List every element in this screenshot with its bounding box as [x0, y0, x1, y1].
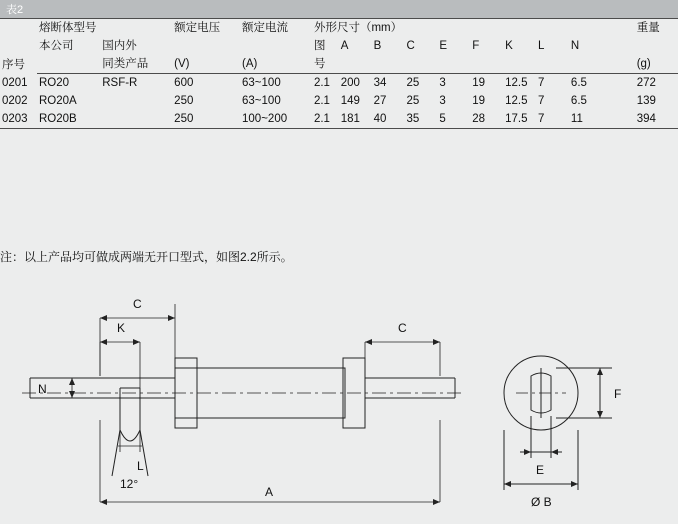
th-dim-K-unit	[503, 55, 536, 74]
th-weight: 重量	[635, 19, 678, 38]
cell-volt: 600	[174, 77, 194, 89]
note-text: 注：以上产品均可做成两端无开口型式，如图2.2所示。	[0, 250, 293, 264]
th-dim-B-unit	[372, 55, 405, 74]
cell-amp: 63~100	[242, 77, 281, 89]
th-unit-v: (V)	[172, 55, 240, 74]
header-row-3	[0, 55, 678, 74]
cell-C: 25	[406, 95, 420, 107]
cell-A: 149	[340, 95, 360, 107]
cell-L: 7	[538, 77, 545, 89]
cell-spacer	[602, 110, 635, 129]
label-N: N	[38, 382, 47, 396]
th-unit-g: (g)	[635, 55, 678, 74]
th-model-company: 本公司	[39, 40, 74, 52]
cell-B: 34	[373, 77, 387, 89]
th-current: 额定电流	[240, 19, 312, 38]
th-dim-E: E	[439, 40, 448, 52]
th-dim-E-unit	[437, 55, 470, 74]
th-voltage: 额定电压	[172, 19, 240, 38]
cell-amp: 63~100	[242, 95, 281, 107]
th-dim-L-unit	[536, 55, 569, 74]
th-dim-A: A	[340, 40, 349, 52]
cell-B: 27	[373, 95, 387, 107]
cell-C: 25	[406, 77, 420, 89]
th-dim-spacer-2	[602, 55, 635, 74]
cell-model-b	[100, 110, 172, 129]
label-C-top: C	[133, 297, 142, 311]
th-model-blank	[100, 19, 172, 38]
th-model-similar: 同类产品	[100, 55, 172, 74]
cell-model-b: RSF-R	[102, 77, 138, 89]
cell-E: 3	[439, 95, 446, 107]
cell-N: 6.5	[570, 95, 587, 107]
th-fig-2: 号	[312, 55, 339, 74]
cell-fig: 2.1	[312, 110, 339, 129]
cell-weight: 272	[636, 77, 656, 89]
table-row	[0, 92, 678, 110]
cell-F: 19	[472, 77, 486, 89]
label-K: K	[117, 321, 126, 335]
th-current-blank	[240, 37, 312, 55]
cell-N: 6.5	[570, 77, 587, 89]
fuse-drawing	[0, 280, 678, 524]
cell-model-a: RO20B	[37, 110, 100, 129]
cell-model-a: RO20A	[39, 95, 77, 107]
cell-E: 3	[439, 77, 446, 89]
cell-model-b	[100, 92, 172, 110]
th-model-company-blank	[37, 55, 100, 74]
cell-A: 181	[339, 110, 372, 129]
table-row	[0, 74, 678, 93]
label-L: L	[137, 459, 144, 473]
cell-model-a: RO20	[39, 77, 70, 89]
th-fig-1: 图	[313, 40, 326, 52]
cell-seq: 0201	[2, 77, 28, 89]
label-angle: 12°	[120, 477, 139, 491]
cell-fig: 2.1	[313, 77, 330, 89]
cell-volt: 250	[174, 95, 194, 107]
cell-L: 7	[536, 110, 569, 129]
th-dim-spacer	[602, 37, 635, 55]
label-C-right: C	[398, 321, 407, 335]
label-A: A	[265, 485, 274, 499]
table-head	[0, 19, 678, 74]
cell-seq: 0203	[0, 110, 37, 129]
cell-spacer	[602, 92, 635, 110]
th-dim-F: F	[472, 40, 480, 52]
cell-K: 12.5	[505, 95, 528, 107]
cell-A: 200	[340, 77, 360, 89]
th-dim-C-unit	[404, 55, 437, 74]
cell-F: 19	[472, 95, 486, 107]
cell-weight: 139	[636, 95, 656, 107]
cell-C: 35	[404, 110, 437, 129]
th-model: 熔断体型号	[37, 19, 100, 38]
table-body	[0, 74, 678, 129]
cell-weight: 394	[635, 110, 678, 129]
cell-K: 12.5	[505, 77, 528, 89]
header-row-2	[0, 37, 678, 55]
table-row	[0, 110, 678, 129]
cell-B: 40	[372, 110, 405, 129]
cell-seq: 0202	[2, 95, 28, 107]
label-F: F	[614, 387, 622, 401]
th-dimensions: 外形尺寸（mm）	[312, 19, 635, 38]
cell-N: 11	[569, 110, 602, 129]
th-dim-N-unit	[569, 55, 602, 74]
th-dim-A-unit	[339, 55, 372, 74]
label-E: E	[536, 463, 545, 477]
th-dim-B: B	[373, 40, 382, 52]
th-model-domestic: 国内外	[102, 40, 137, 52]
cell-amp: 100~200	[240, 110, 312, 129]
table-caption: 表2	[0, 0, 678, 18]
cell-volt: 250	[172, 110, 240, 129]
spec-table	[0, 18, 678, 129]
th-seq: 序号	[0, 19, 37, 74]
th-unit-a: (A)	[240, 55, 312, 74]
cell-L: 7	[538, 95, 545, 107]
th-voltage-blank	[172, 37, 240, 55]
cell-E: 5	[437, 110, 470, 129]
th-dim-N: N	[570, 40, 580, 52]
cell-F: 28	[470, 110, 503, 129]
th-dim-F-unit	[470, 55, 503, 74]
cell-fig: 2.1	[313, 95, 330, 107]
cell-K: 17.5	[503, 110, 536, 129]
header-row-1	[0, 19, 678, 38]
th-dim-K: K	[505, 40, 513, 52]
label-B: Ø B	[531, 495, 552, 509]
th-dim-L: L	[538, 40, 545, 52]
cell-spacer	[602, 74, 635, 93]
th-dim-C: C	[406, 40, 415, 52]
